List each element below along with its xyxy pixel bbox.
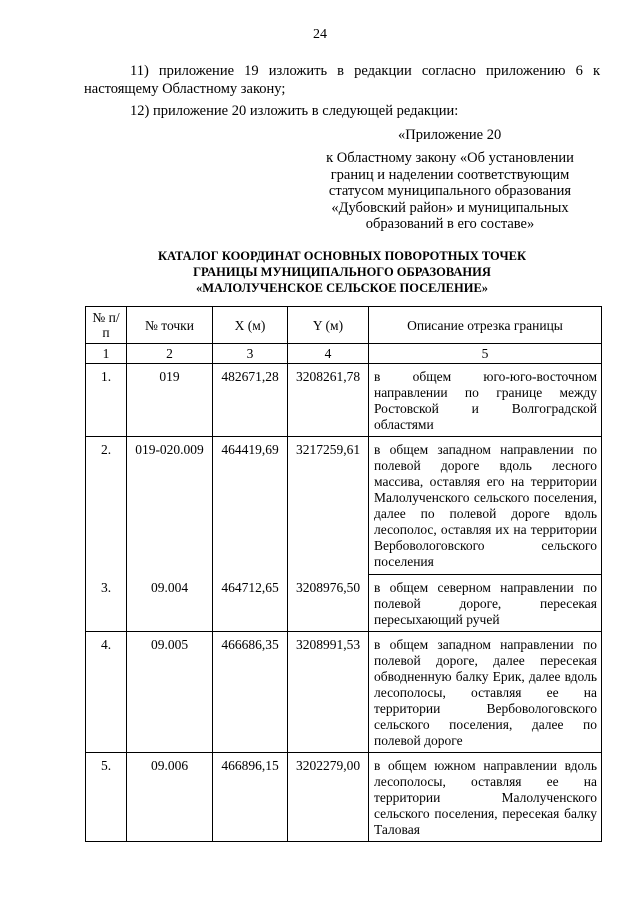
catalog-title [84, 248, 600, 296]
cell-point: 09.004 [127, 575, 213, 632]
cell-x: 482671,28 [213, 364, 288, 437]
table-row [86, 437, 602, 575]
cell-x: 466686,35 [213, 632, 288, 753]
cell-description: в общем юго-юго-восточном направлении по границе между Ростовской и Волгоградской областями [369, 364, 602, 437]
header-index: № п/п [86, 307, 127, 344]
page-number: 24 [313, 27, 327, 42]
appendix-title: «Приложение 20 [398, 127, 502, 143]
cell-y: 3217259,61 [288, 437, 369, 575]
cell-index: 2. [86, 437, 127, 575]
cell-description: в общем северном направлении по полевой дороге, пересекая пересыхающий ручей [369, 575, 602, 632]
cell-description: в общем южном направлении вдоль лесополосы, оставляя ее на территории Малолученского сельского поселения, пересекая балку Таловая [369, 753, 602, 842]
cell-description: в общем западном направлении по полевой дороге вдоль лесного массива, оставляя его на территории Малолученского сельского поселения, далее по полевой дороге вдоль лесополос, оставляя их на территории Вербовологовского сельского поселения [369, 437, 602, 575]
cell-point: 019 [127, 364, 213, 437]
table-header-row [86, 307, 602, 344]
cell-point: 09.005 [127, 632, 213, 753]
cell-y: 3208261,78 [288, 364, 369, 437]
paragraph-item-12: 12) приложение 20 изложить в следующей редакции: [130, 103, 459, 119]
catalog-title-line-2: ГРАНИЦЫ МУНИЦИПАЛЬНОГО ОБРАЗОВАНИЯ [193, 265, 491, 279]
cell-point: 019-020.009 [127, 437, 213, 575]
cell-point: 09.006 [127, 753, 213, 842]
coordinates-table [85, 306, 602, 842]
col-number: 1 [86, 344, 127, 364]
cell-index: 3. [86, 575, 127, 632]
cell-y: 3208976,50 [288, 575, 369, 632]
header-point: № точки [127, 307, 213, 344]
header-description: Описание отрезка границы [369, 307, 602, 344]
cell-x: 464419,69 [213, 437, 288, 575]
col-number: 5 [369, 344, 602, 364]
header-x: X (м) [213, 307, 288, 344]
column-numbers-row [86, 344, 602, 364]
appendix-caption: к Областному закону «Об установлении границ и наделении соответствующим статусом муниципального образования «Дубовский район» и муниципальных образований в его составе» [326, 150, 574, 232]
header-y: Y (м) [288, 307, 369, 344]
cell-x: 466896,15 [213, 753, 288, 842]
cell-y: 3202279,00 [288, 753, 369, 842]
cell-y: 3208991,53 [288, 632, 369, 753]
cell-x: 464712,65 [213, 575, 288, 632]
cell-description: в общем западном направлении по полевой дороге, далее пересекая обводненную балку Ерик, далее вдоль лесополосы, оставляя ее на территории Вербовологовского сельского поселения, далее по полевой дороге [369, 632, 602, 753]
table-row [86, 753, 602, 842]
catalog-title-line-3: «МАЛОЛУЧЕНСКОЕ СЕЛЬСКОЕ ПОСЕЛЕНИЕ» [195, 281, 489, 295]
table-row [86, 632, 602, 753]
col-number: 4 [288, 344, 369, 364]
col-number: 3 [213, 344, 288, 364]
table-row [86, 575, 602, 632]
col-number: 2 [127, 344, 213, 364]
cell-index: 1. [86, 364, 127, 437]
table-row [86, 364, 602, 437]
cell-index: 4. [86, 632, 127, 753]
paragraph-item-11: 11) приложение 19 изложить в редакции согласно приложению 6 к настоящему Областному закону; [84, 63, 600, 97]
catalog-title-line-1: КАТАЛОГ КООРДИНАТ ОСНОВНЫХ ПОВОРОТНЫХ ТОЧЕК [157, 249, 527, 263]
cell-index: 5. [86, 753, 127, 842]
